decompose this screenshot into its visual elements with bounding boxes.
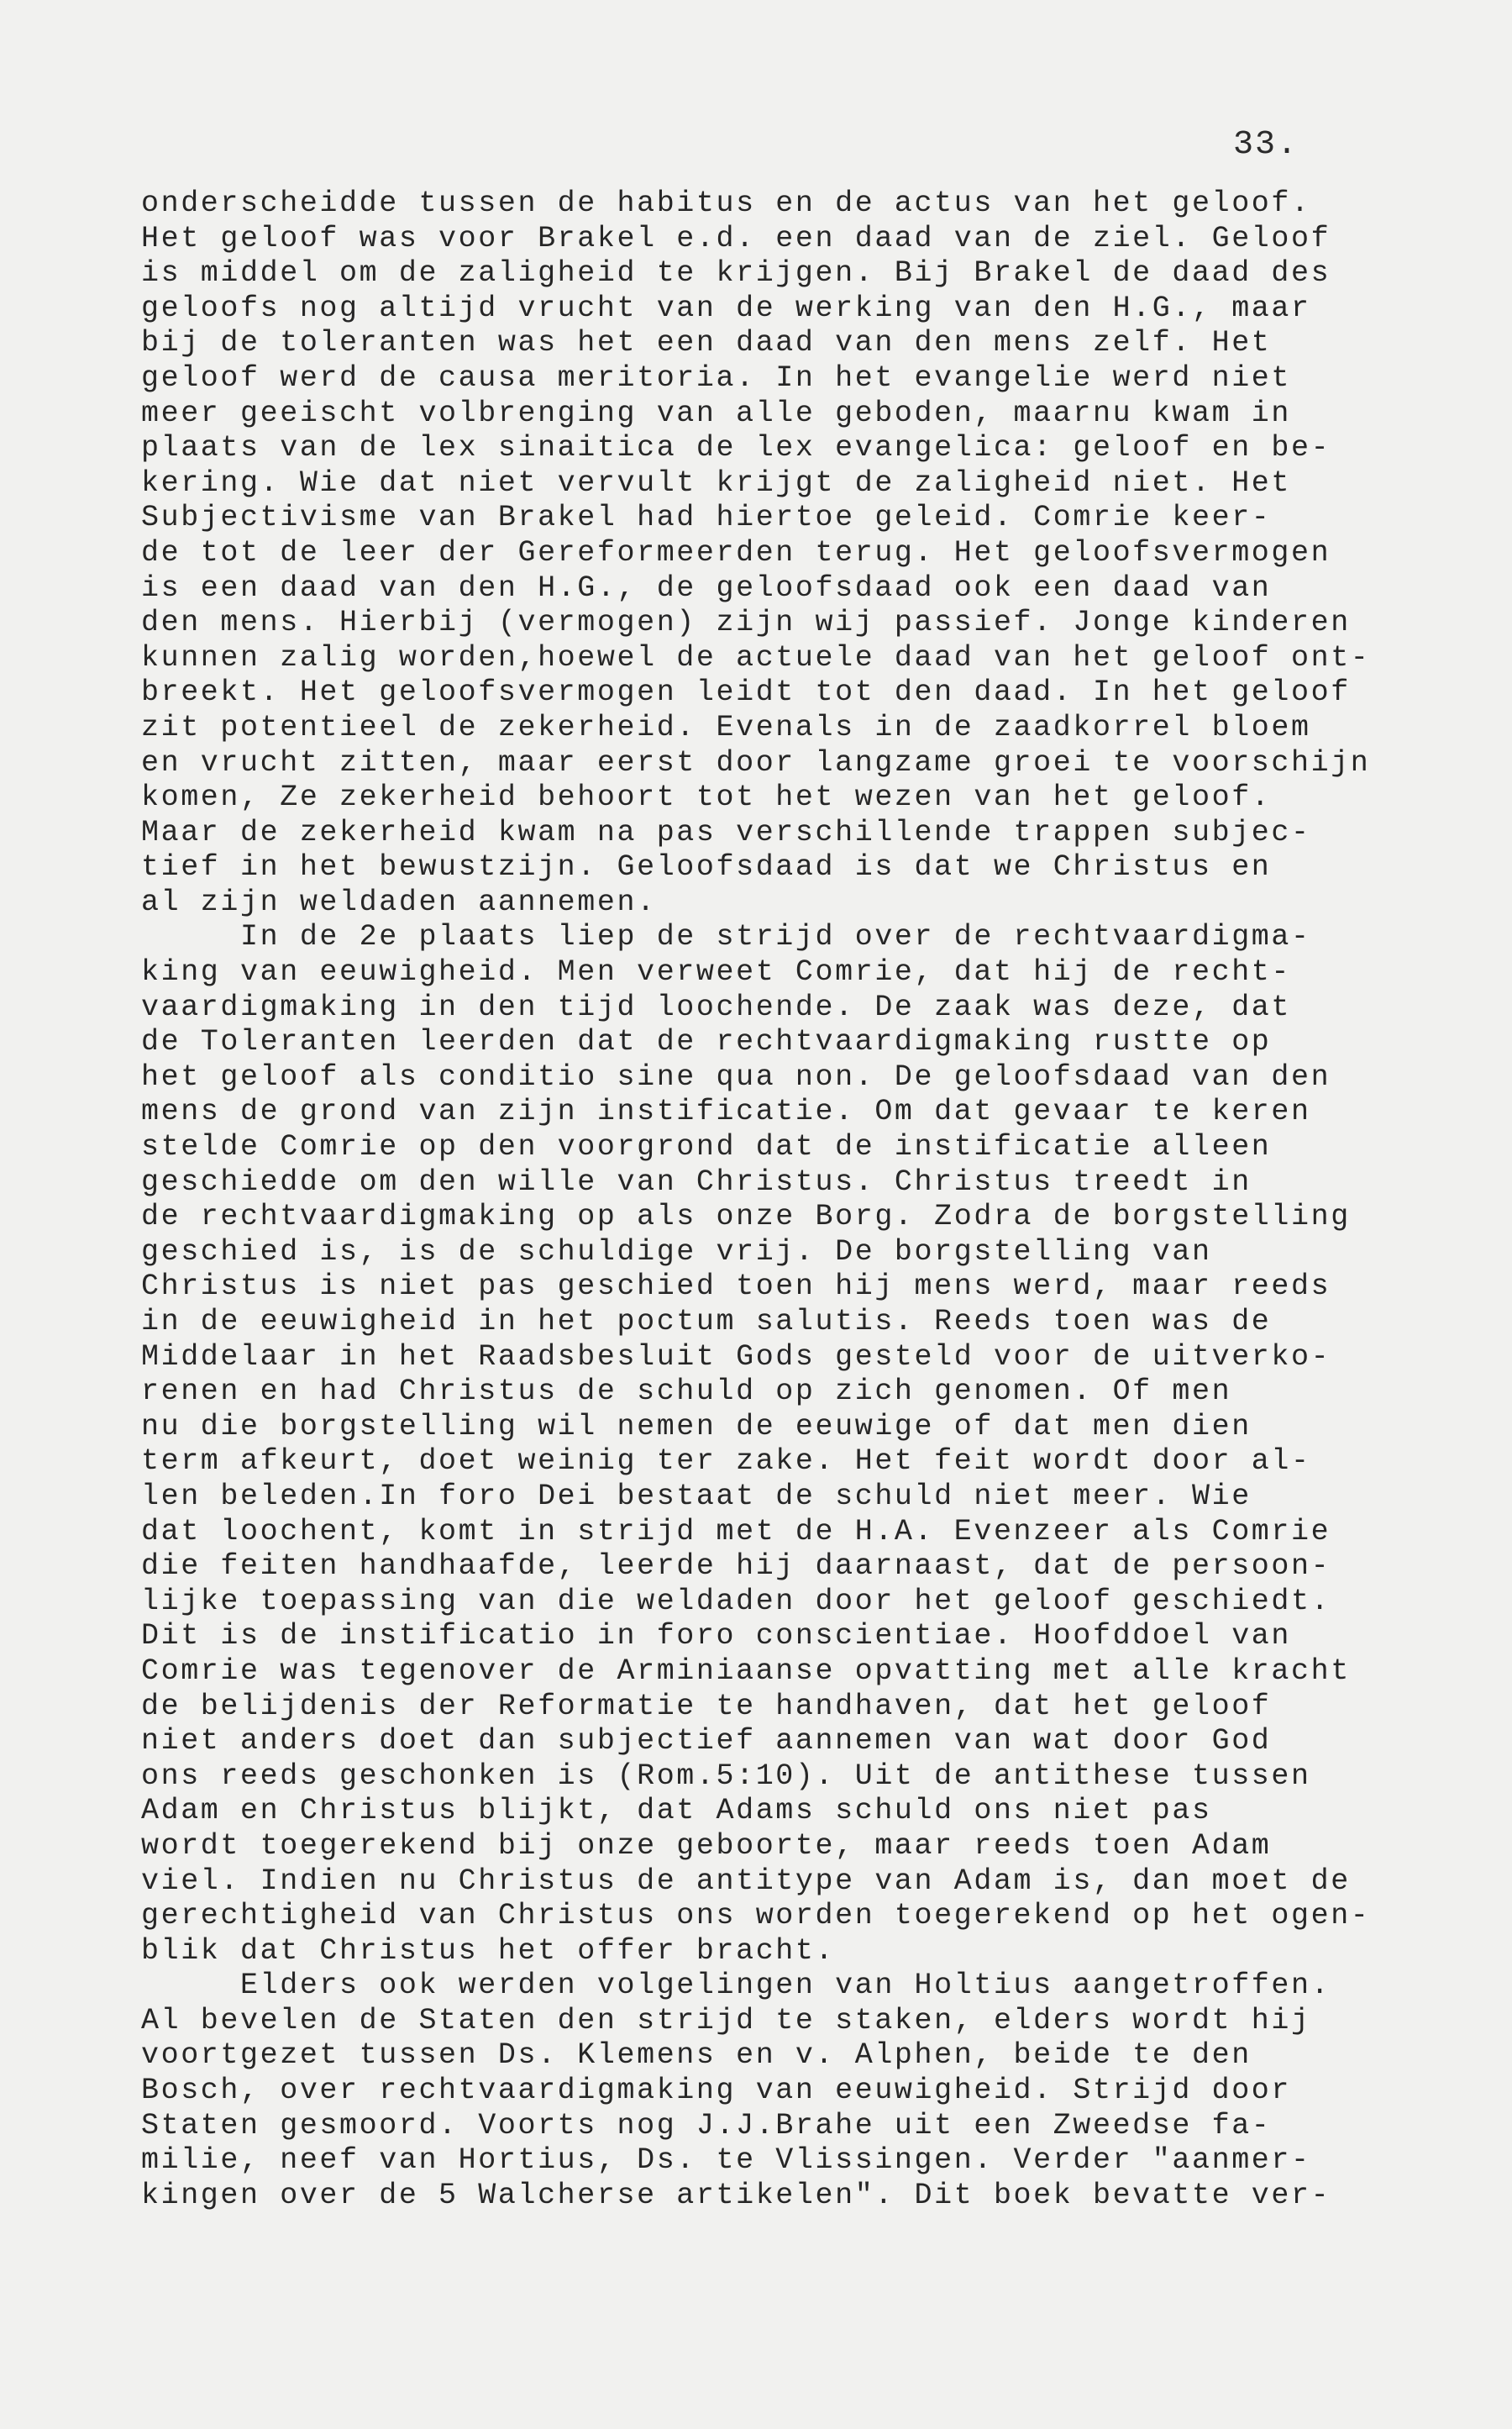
text-line: nu die borgstelling wil nemen de eeuwige of dat men dien	[141, 1409, 1252, 1443]
text-line: ons reeds geschonken is (Rom.5:10). Uit de antithese tussen	[141, 1759, 1311, 1793]
text-line: komen, Ze zekerheid behoort tot het wezen van het geloof.	[141, 781, 1272, 815]
text-line: Subjectivisme van Brakel had hiertoe geleid. Comrie keer-	[141, 501, 1272, 535]
text-line: voortgezet tussen Ds. Klemens en v. Alphen, beide te den	[141, 2038, 1252, 2073]
text-line: die feiten handhaafde, leerde hij daarnaast, dat de persoon-	[141, 1549, 1331, 1584]
text-line: de rechtvaardigmaking op als onze Borg. Zodra de borgstelling	[141, 1200, 1351, 1234]
text-line: blik dat Christus het offer bracht.	[141, 1933, 836, 1968]
text-line: bij de toleranten was het een daad van den mens zelf. Het	[141, 326, 1272, 360]
text-line: kering. Wie dat niet vervult krijgt de zaligheid niet. Het	[141, 465, 1291, 500]
text-line: geloof werd de causa meritoria. In het evangelie werd niet	[141, 360, 1291, 395]
text-line: Bosch, over rechtvaardigmaking van eeuwigheid. Strijd door	[141, 2074, 1291, 2108]
text-line: de belijdenis der Reformatie te handhaven, dat het geloof	[141, 1689, 1272, 1723]
text-line: Maar de zekerheid kwam na pas verschillende trappen subjec-	[141, 815, 1311, 849]
text-line: al zijn weldaden aannemen.	[141, 885, 657, 919]
text-line: Adam en Christus blijkt, dat Adams schuld ons niet pas	[141, 1794, 1212, 1828]
text-line: het geloof als conditio sine qua non. De geloofsdaad van den	[141, 1059, 1331, 1094]
text-line: den mens. Hierbij (vermogen) zijn wij passief. Jonge kinderen	[141, 606, 1351, 640]
text-line: en vrucht zitten, maar eerst door langzame groei te voorschijn	[141, 745, 1371, 780]
text-line: de Toleranten leerden dat de rechtvaardigmaking rustte op	[141, 1025, 1272, 1059]
text-line: lijke toepassing van die weldaden door het geloof geschiedt.	[141, 1584, 1331, 1618]
text-line: Dit is de instificatio in foro conscientiae. Hoofddoel van	[141, 1619, 1291, 1654]
text-line: gerechtigheid van Christus ons worden toegerekend op het ogen-	[141, 1899, 1371, 1933]
text-line: stelde Comrie op den voorgrond dat de instificatie alleen	[141, 1130, 1272, 1165]
text-line: Comrie was tegenover de Arminiaanse opvatting met alle kracht	[141, 1654, 1351, 1688]
text-line: vaardigmaking in den tijd loochende. De zaak was deze, dat	[141, 990, 1291, 1024]
text-line: Al bevelen de Staten den strijd te staken, elders wordt hij	[141, 2003, 1311, 2037]
text-line: Christus is niet pas geschied toen hij mens werd, maar reeds	[141, 1270, 1331, 1304]
text-line: plaats van de lex sinaitica de lex evangelica: geloof en be-	[141, 431, 1331, 465]
text-line: geschied is, is de schuldige vrij. De borgstelling van	[141, 1234, 1212, 1269]
text-line: Elders ook werden volgelingen van Holtius aangetroffen.	[141, 1969, 1331, 2003]
text-line: niet anders doet dan subjectief aannemen van wat door God	[141, 1724, 1272, 1759]
text-line: wordt toegerekend bij onze geboorte, maar reeds toen Adam	[141, 1828, 1272, 1863]
text-line: len beleden.In foro Dei bestaat de schuld niet meer. Wie	[141, 1479, 1252, 1513]
text-line: Het geloof was voor Brakel e.d. een daad van de ziel. Geloof	[141, 221, 1331, 255]
text-line: tief in het bewustzijn. Geloofsdaad is dat we Christus en	[141, 850, 1272, 885]
page-number: 33.	[1233, 126, 1299, 164]
text-line: in de eeuwigheid in het poctum salutis. Reeds toen was de	[141, 1305, 1272, 1338]
text-line: is een daad van den H.G., de geloofsdaad ook een daad van	[141, 570, 1272, 605]
text-line: is middel om de zaligheid te krijgen. Bij Brakel de daad des	[141, 256, 1331, 291]
text-line: zit potentieel de zekerheid. Evenals in de zaadkorrel bloem	[141, 710, 1311, 744]
text-line: breekt. Het geloofsvermogen leidt tot den daad. In het geloof	[141, 676, 1351, 710]
text-line: geschiedde om den wille van Christus. Christus treedt in	[141, 1165, 1252, 1199]
text-line: dat loochent, komt in strijd met de H.A. Evenzeer als Comrie	[141, 1514, 1331, 1548]
text-line: viel. Indien nu Christus de antitype van Adam is, dan moet de	[141, 1864, 1351, 1898]
text-line: king van eeuwigheid. Men verweet Comrie, dat hij de recht-	[141, 955, 1291, 990]
text-line: renen en had Christus de schuld op zich genomen. Of men	[141, 1375, 1232, 1409]
text-line: Staten gesmoord. Voorts nog J.J.Brahe uit een Zweedse fa-	[141, 2108, 1272, 2142]
text-line: geloofs nog altijd vrucht van de werking van den H.G., maar	[141, 291, 1311, 325]
text-line: kunnen zalig worden,hoewel de actuele daad van het geloof ont-	[141, 640, 1371, 675]
text-line: kingen over de 5 Walcherse artikelen". Dit boek bevatte ver-	[141, 2178, 1331, 2212]
text-line: de tot de leer der Gereformeerden terug. Het geloofsvermogen	[141, 535, 1331, 570]
text-line: In de 2e plaats liep de strijd over de rechtvaardigma-	[141, 920, 1311, 954]
text-line: onderscheidde tussen de habitus en de actus van het geloof.	[141, 187, 1311, 220]
text-line: milie, neef van Hortius, Ds. te Vlissingen. Verder "aanmer-	[141, 2143, 1311, 2178]
text-line: term afkeurt, doet weinig ter zake. Het feit wordt door al-	[141, 1444, 1311, 1479]
body-text	[141, 187, 1452, 2213]
text-line: Middelaar in het Raadsbesluit Gods gesteld voor de uitverko-	[141, 1339, 1331, 1374]
text-line: meer geeischt volbrenging van alle geboden, maarnu kwam in	[141, 396, 1291, 430]
text-line: mens de grond van zijn instificatie. Om dat gevaar te keren	[141, 1095, 1311, 1129]
